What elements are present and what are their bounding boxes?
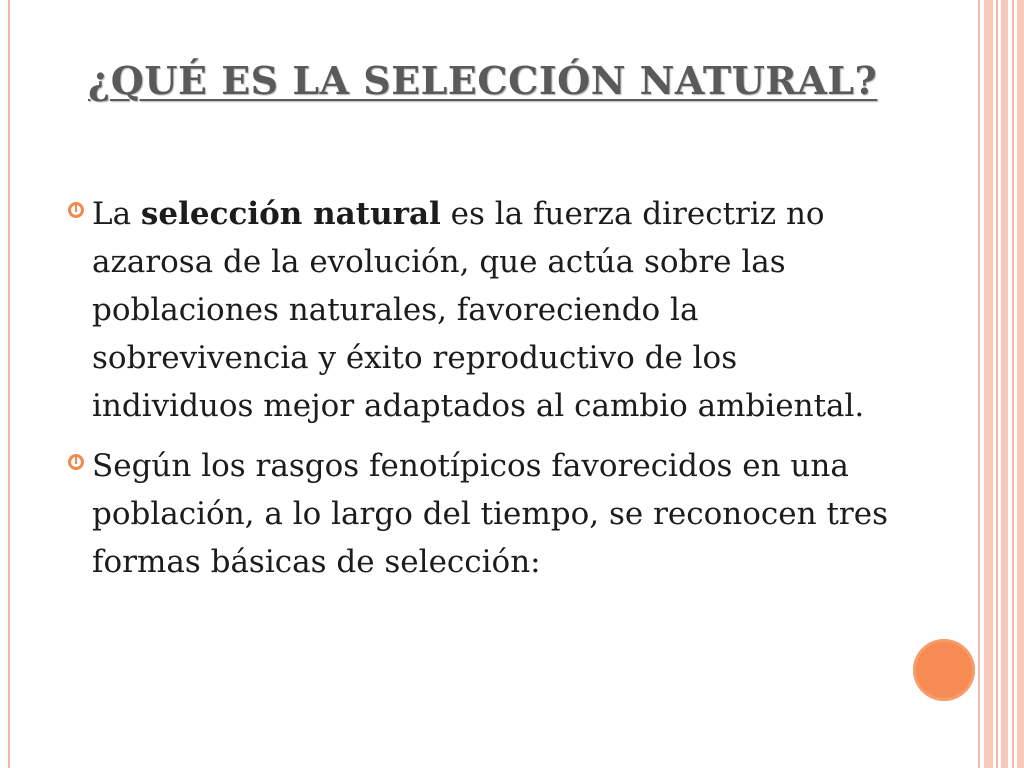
right-stripe <box>978 0 980 768</box>
bullet-text <box>92 442 908 586</box>
right-stripe <box>984 0 993 768</box>
bullet-list <box>68 190 908 598</box>
right-stripe <box>1017 0 1024 768</box>
slide-title: ¿QUÉ ES LA SELECCIÓN NATURAL? <box>88 58 878 103</box>
right-stripe <box>1001 0 1008 768</box>
circle-bullet-icon <box>68 202 84 218</box>
bullet-text-prefix: La <box>92 196 141 232</box>
bullet-text-bold: selección natural <box>140 196 441 232</box>
bullet-item <box>68 442 908 586</box>
bullet-text <box>92 190 908 430</box>
right-stripe <box>1012 0 1014 768</box>
bullet-item <box>68 190 908 430</box>
left-border-line <box>8 0 10 768</box>
right-stripe <box>996 0 998 768</box>
bullet-text-rest: es la fuerza directriz no azarosa de la evolución, que actúa sobre las poblaciones naturales, favoreciendo la sobrevivencia y éxito reproductivo de los individuos mejor adaptados al cambio ambiental. <box>92 196 865 424</box>
circle-bullet-icon <box>68 454 84 470</box>
orange-circle-icon <box>913 639 975 701</box>
bullet-text-prefix: Según los rasgos fenotípicos favorecidos en una población, a lo largo del tiempo, se reconocen tres formas básicas de selección: <box>92 448 888 580</box>
